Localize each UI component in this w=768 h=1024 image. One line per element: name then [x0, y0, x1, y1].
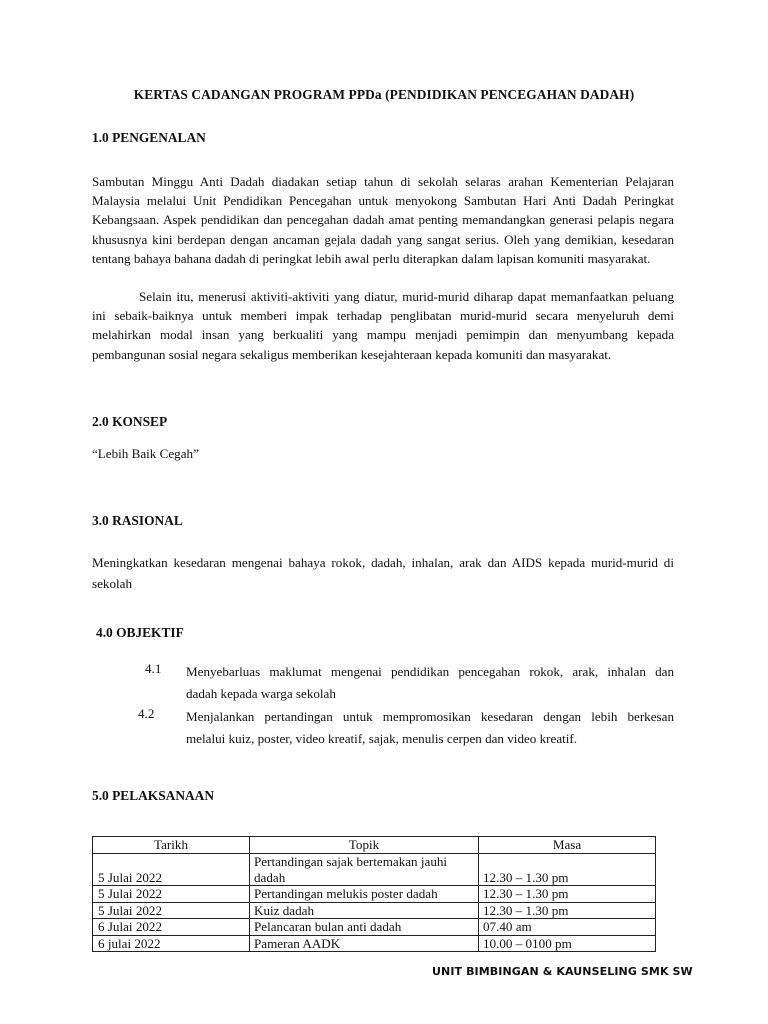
cell-masa: 12.30 – 1.30 pm: [479, 886, 656, 903]
cell-tarikh: 6 Julai 2022: [93, 919, 250, 936]
table-header-row: [93, 837, 656, 854]
table-row: [93, 935, 656, 952]
objective-1-line1: Menyebarluas maklumat mengenai pendidikan pencegahan rokok, arak, inhalan dan: [186, 664, 674, 679]
objective-number-2: 4.2: [138, 706, 155, 721]
cell-tarikh: 6 julai 2022: [93, 935, 250, 952]
page-footer: UNIT BIMBINGAN & KAUNSELING SMK SW: [432, 965, 693, 978]
paragraph-pengenalan-1: Sambutan Minggu Anti Dadah diadakan setiap tahun di sekolah selaras arahan Kementerian Pelajaran Malaysia melalui Unit Pendidikan Pencegahan untuk menyokong Sambutan Hari Anti Dadah Peringkat Kebangsaan. Aspek pendidikan dan pencegahan dadah amat penting memandangkan generasi pelapis negara khususnya kini berdepan dengan ancaman gejala dadah yang sangat serius. Oleh yang demikian, kesedaran tentang bahaya bahana dadah di peringkat lebih awal perlu diterapkan dalam lapisan komuniti masyarakat.: [92, 174, 674, 266]
objective-item-1: [186, 661, 674, 704]
cell-masa: 07.40 am: [479, 919, 656, 936]
header-topik: Topik: [250, 837, 479, 854]
document-title: KERTAS CADANGAN PROGRAM PPDa (PENDIDIKAN PENCEGAHAN DADAH): [133, 87, 635, 102]
cell-masa: 10.00 – 0100 pm: [479, 935, 656, 952]
table-row: [93, 886, 656, 903]
schedule-table: [92, 836, 656, 952]
cell-topik: Pertandingan sajak bertemakan jauhi dadah: [250, 854, 479, 886]
objective-item-2: [186, 706, 674, 749]
table-row: [93, 902, 656, 919]
table-row: [93, 854, 656, 886]
header-masa: Masa: [479, 837, 656, 854]
cell-topik: Kuiz dadah: [250, 902, 479, 919]
section-heading-rasional: 3.0 RASIONAL: [92, 513, 183, 528]
cell-tarikh: 5 Julai 2022: [93, 854, 250, 886]
cell-topik: Pelancaran bulan anti dadah: [250, 919, 479, 936]
section-heading-objektif: 4.0 OBJEKTIF: [96, 625, 184, 640]
rasional-text: Meningkatkan kesedaran mengenai bahaya rokok, dadah, inhalan, arak dan AIDS kepada murid-murid di sekolah: [92, 555, 674, 591]
paragraph-pengenalan-2: Selain itu, menerusi aktiviti-aktiviti yang diatur, murid-murid diharap dapat memanfaatkan peluang ini sebaik-baiknya untuk memberi impak terhadap penglibatan murid-murid secara menyeluruh demi melahirkan modal insan yang berkualiti yang mampu menjadi pemimpin dan menyumbang kepada pembangunan sosial negara sekaligus memberikan kesejahteraan kepada komuniti dan masyarakat.: [92, 289, 674, 362]
objective-2-line2: melalui kuiz, poster, video kreatif, sajak, menulis cerpen dan video kreatif.: [186, 730, 578, 746]
cell-tarikh: 5 Julai 2022: [93, 886, 250, 903]
header-tarikh: Tarikh: [93, 837, 250, 854]
konsep-text: “Lebih Baik Cegah”: [92, 446, 199, 461]
section-heading-pengenalan: 1.0 PENGENALAN: [92, 130, 206, 145]
objective-number-1: 4.1: [145, 661, 162, 676]
cell-topik: Pertandingan melukis poster dadah: [250, 886, 479, 903]
cell-topik: Pameran AADK: [250, 935, 479, 952]
cell-tarikh: 5 Julai 2022: [93, 902, 250, 919]
section-heading-konsep: 2.0 KONSEP: [92, 414, 168, 429]
cell-masa: 12.30 – 1.30 pm: [479, 902, 656, 919]
table-row: [93, 919, 656, 936]
cell-masa: 12.30 – 1.30 pm: [479, 854, 656, 886]
objective-2-line1: Menjalankan pertandingan untuk mempromosikan kesedaran dengan lebih berkesan: [186, 709, 674, 724]
objective-1-line2: dadah kepada warga sekolah: [186, 685, 336, 701]
section-heading-pelaksanaan: 5.0 PELAKSANAAN: [92, 788, 215, 803]
